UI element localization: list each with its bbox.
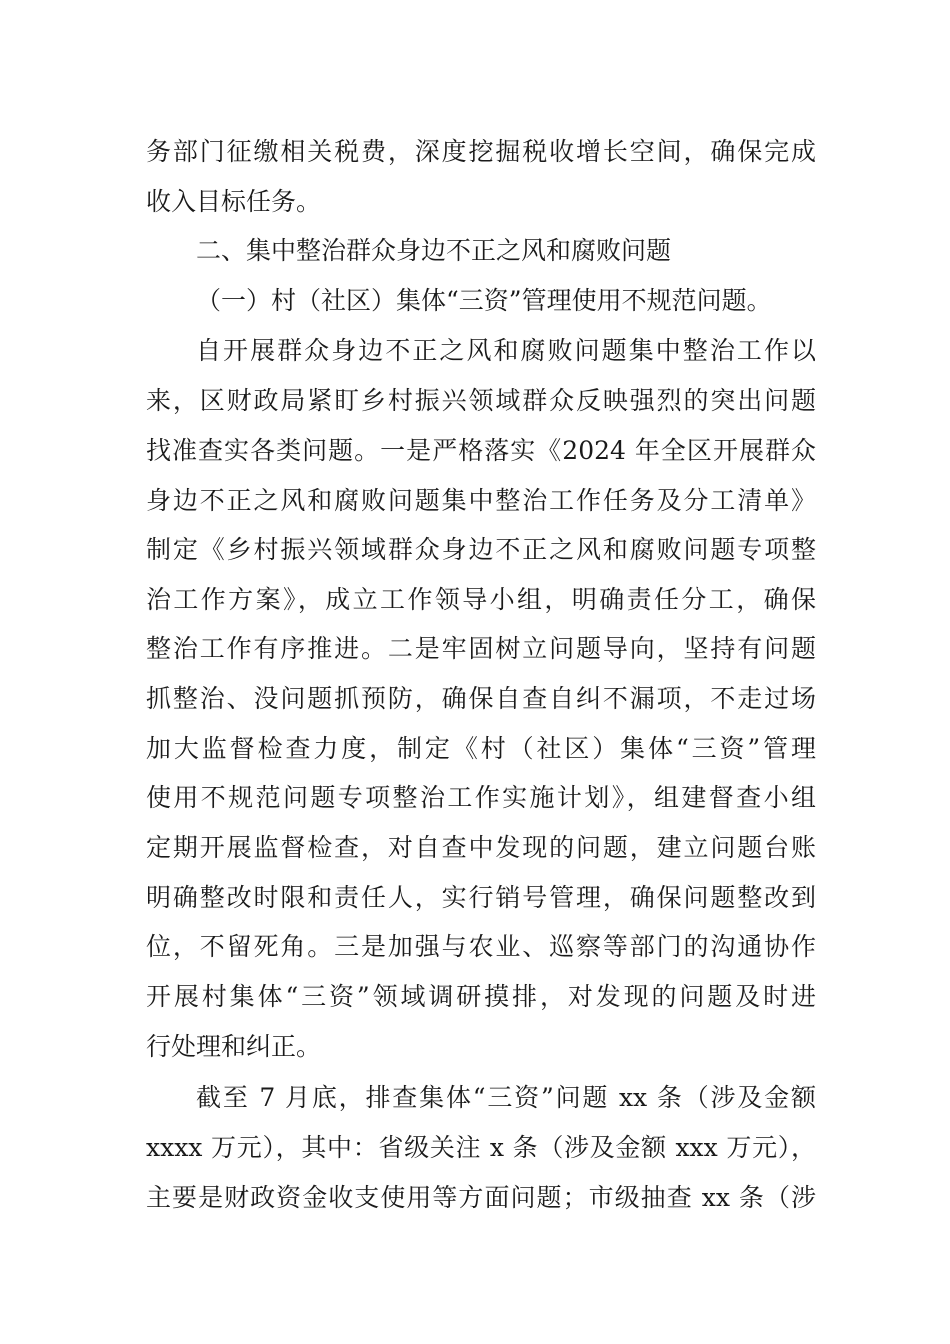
paragraph-line-7: 找准查实各类问题。一是严格落实《2024 年全区开展群众: [146, 436, 816, 465]
paragraph-line-5: 自开展群众身边不正之风和腐败问题集中整治工作以: [196, 336, 816, 365]
paragraph-line-8: 身边不正之风和腐败问题集中整治工作任务及分工清单》: [146, 486, 816, 515]
section-heading: 二、集中整治群众身边不正之风和腐败问题: [196, 236, 672, 265]
paragraph-line-17: 位，不留死角。三是加强与农业、巡察等部门的沟通协作: [146, 932, 816, 961]
paragraph-line-18: 开展村集体“三资”领域调研摸排，对发现的问题及时进: [146, 982, 816, 1011]
paragraph-line-20: 截至 7 月底，排查集体“三资”问题 xx 条（涉及金额: [196, 1083, 816, 1112]
paragraph-line-19: 行处理和纠正。: [146, 1032, 322, 1061]
paragraph-line-16: 明确整改时限和责任人，实行销号管理，确保问题整改到: [146, 883, 816, 912]
paragraph-line-10: 治工作方案》，成立工作领导小组，明确责任分工，确保: [146, 585, 816, 614]
paragraph-line-6: 来，区财政局紧盯乡村振兴领域群众反映强烈的突出问题: [146, 386, 816, 415]
paragraph-line-14: 使用不规范问题专项整治工作实施计划》，组建督查小组: [146, 783, 816, 812]
paragraph-line-21: xxxx 万元），其中：省级关注 x 条（涉及金额 xxx 万元），: [146, 1133, 816, 1162]
paragraph-line-13: 加大监督检查力度，制定《村（社区）集体“三资”管理: [146, 734, 816, 763]
paragraph-line-15: 定期开展监督检查，对自查中发现的问题，建立问题台账: [146, 833, 816, 862]
paragraph-line-9: 制定《乡村振兴领域群众身边不正之风和腐败问题专项整: [146, 535, 816, 564]
paragraph-line-1: 务部门征缴相关税费，深度挖掘税收增长空间，确保完成: [146, 137, 816, 166]
paragraph-line-12: 抓整治、没问题抓预防，确保自查自纠不漏项，不走过场: [146, 684, 816, 713]
paragraph-line-2: 收入目标任务。: [146, 187, 322, 216]
subsection-heading: （一）村（社区）集体“三资”管理使用不规范问题。: [196, 286, 772, 315]
paragraph-line-22: 主要是财政资金收支使用等方面问题；市级抽查 xx 条（涉: [146, 1183, 816, 1212]
paragraph-line-11: 整治工作有序推进。二是牢固树立问题导向，坚持有问题: [146, 634, 816, 663]
